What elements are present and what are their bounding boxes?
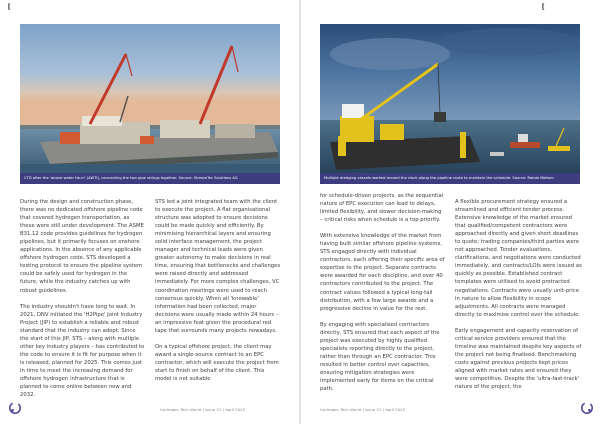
right-page-column-2 [455,198,582,399]
right-footer-text: Hydrogen Tech World | Issue 21 | April 2025 [320,407,406,412]
left-page-corner-mark: [ [7,3,12,11]
right-photo-caption: Multiple dredging vessels worked around the clock along the pipeline route to maintain the schedule. Source: Rohde Nielsen [320,173,580,184]
left-photo-caption: CTD after the 'above water tie-in' (AWTI), connecting the two pipe strings together. Source: StreamTec Solutions AG [20,173,280,184]
right-col2-paragraph-1: A flexible procurement strategy ensured a streamlined and efficient tender process. Extensive knowledge of the market ensured that qualified/competent contractors were approached directly and given short deadlines to quote; trading companies/third parties were not approached. Tender evaluations, clarifications, and negotiations were conducted immediately, and contracts/LOIs were issued as quickly as possible. Established contract templates were utilised to avoid protracted negotiations. Contracts were usually unit-price in nature to allow flexibility in scope adjustments. All contracts were managed directly to maximise control over the schedule. [455,199,582,318]
right-col1-paragraph-1: for schedule-driven projects, as the sequential nature of EPC execution can lead to delays, limited flexibility, and slower decision-making – critical risks when schedule is a top priority. [320,193,444,224]
left-footer-logo-icon [8,401,22,415]
left-footer-text: Hydrogen Tech World | Issue 21 | April 2025 [160,407,246,412]
left-page-column-1 [20,198,145,407]
left-col2-paragraph-2: On a typical offshore project, the client may award a single-source contract to an EPC contractor, which will execute the project from start to finish on behalf of the client. This model is not suitable [155,343,279,382]
left-photo-pipelay-vessel [20,24,280,184]
left-col1-paragraph-2: The industry shouldn't have long to wait. In 2021, DNV initiated the 'H2Pipe' Joint Industry Project (JIP) to establish a reliable and robust standard that the industry can adopt. Since the start of this JIP, STS – along with multiple other key industry players – has contributed to the code to ensure it is fit for purpose when it is released, planned for 2025. This comes just in time to meet the increasing demand for offshore hydrogen infrastructure that is planned to come online between now and 2032. [20,303,145,399]
left-page-column-2 [155,198,282,391]
right-col2-paragraph-2: Early engagement and capacity reservation of critical service providers ensured that the timeline was maintained despite key aspects of the project not being finalised. Benchmarking costs against previous projects kept prices aligned with market rates and ensured they were competitive. Despite the 'ultra-fast-track' nature of the project, the [455,327,582,391]
right-photo-dredging-vessel [320,24,580,184]
right-page-column-1 [320,192,445,401]
right-col1-paragraph-2: With extensive knowledge of the market from having built similar offshore pipeline systems, STS engaged directly with individual contractors, each offering their specific area of expertise to the project. Separate contracts were awarded for each discipline, and over 40 contractors contributed to the project. The contract values followed a typical long-tail distribution, with a few large awards and a progressive decline in value for the rest. [320,233,445,312]
page-gutter [299,0,301,424]
pipelay-vessel-image [20,24,280,184]
left-col1-paragraph-1: During the design and construction phase, there was no dedicated offshore pipeline code that covered hydrogen transportation, as these were still under development. The ASME B31.12 code provides guidelines for hydrogen pipelines, but it primarily focuses on onshore applications. In the absence of any applicable offshore hydrogen code, STS developed a testing protocol to ensure the pipeline system could be safely used for hydrogen in the future, while the industry catches up with robust guidelines. [20,199,144,294]
right-col1-paragraph-3: By engaging with specialised contractors directly, STS ensured that each aspect of the project was executed by highly qualified specialists reporting directly to the project, rather than through an EPC contractor. This resulted in better control over capacities, ensuring mitigation strategies were implemented early for items on the critical path. [320,321,440,393]
dredging-vessel-image [320,24,580,184]
left-col2-paragraph-1: STS led a joint integrated team with the client to execute the project. A flat organisational structure was adopted to ensure decisions could be made quickly and efficiently. By minimising hierarchical layers and ensuring solid interface management, the project manager and technical leads were given greater autonomy to make decisions in real time, ensuring that bottlenecks and challenges were raised directly and addressed immediately. For more complex challenges, VC coordination meetings were used to reach consensus quickly. When all 'knowable' information had been collected, major decisions were usually made within 24 hours – an impressive feat given the procedural red tape that surrounds many projects nowadays. [155,199,281,334]
right-footer-logo-icon [580,401,594,415]
right-page-corner-mark: [ [541,3,546,11]
